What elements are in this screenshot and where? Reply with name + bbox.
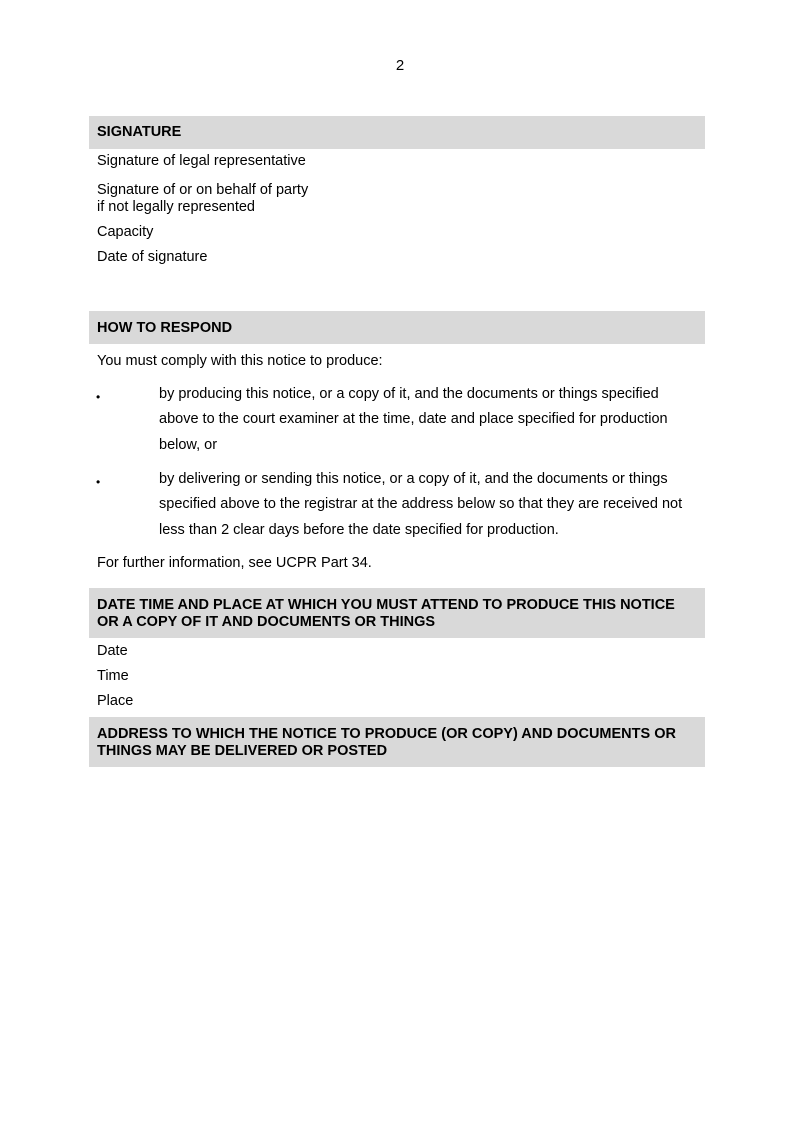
bullet-marker: • <box>96 475 101 489</box>
address-heading <box>89 717 705 767</box>
bullet-line: by producing this notice, or a copy of it, and the documents or things specified <box>159 386 659 402</box>
how-to-respond-heading-text: HOW TO RESPOND <box>97 320 233 336</box>
bullet-line: below, or <box>159 436 218 453</box>
address-heading-line2: THINGS MAY BE DELIVERED OR POSTED <box>97 743 388 759</box>
attend-date-label: Date <box>97 643 128 659</box>
bullet-line: by delivering or sending this notice, or a copy of it, and the documents or things <box>159 471 668 487</box>
how-to-respond-further-info: For further information, see UCPR Part 34. <box>97 555 372 571</box>
signature-date-label: Date of signature <box>97 249 208 265</box>
bullet-line: specified above to the registrar at the address below so that they are received not <box>159 496 683 513</box>
attend-heading-line2: OR A COPY OF IT AND DOCUMENTS OR THINGS <box>97 614 436 630</box>
signature-party-label-line1: Signature of or on behalf of party <box>97 182 309 198</box>
address-heading-line1: ADDRESS TO WHICH THE NOTICE TO PRODUCE (OR COPY) AND DOCUMENTS OR <box>97 726 676 742</box>
attend-place-label: Place <box>97 693 134 709</box>
bullet-marker: • <box>96 390 101 404</box>
page-number: 2 <box>395 57 405 74</box>
bullet-item <box>159 467 707 543</box>
signature-legal-rep-label: Signature of legal representative <box>97 153 306 169</box>
bullet-line: less than 2 clear days before the date specified for production. <box>159 521 559 538</box>
bullet-line: above to the court examiner at the time, date and place specified for production <box>159 411 668 428</box>
attend-heading <box>89 588 705 638</box>
bullet-item <box>159 382 707 458</box>
signature-capacity-label: Capacity <box>97 224 154 240</box>
signature-heading-text: SIGNATURE <box>97 124 182 140</box>
attend-heading-line1: DATE TIME AND PLACE AT WHICH YOU MUST ATTEND TO PRODUCE THIS NOTICE <box>97 597 675 613</box>
how-to-respond-intro: You must comply with this notice to produce: <box>97 353 383 369</box>
attend-time-label: Time <box>97 668 129 684</box>
how-to-respond-heading <box>89 311 705 344</box>
signature-party-label-line2: if not legally represented <box>97 199 255 215</box>
signature-heading <box>89 116 705 149</box>
